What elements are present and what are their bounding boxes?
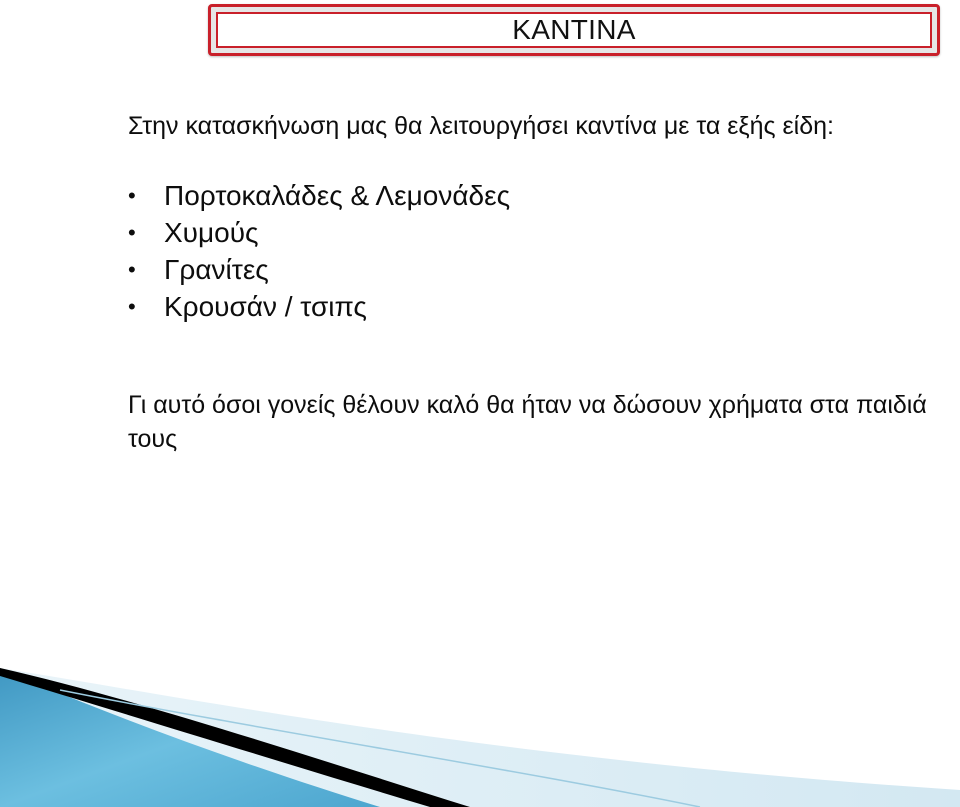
closing-text: Γι αυτό όσοι γονείς θέλουν καλό θα ήταν να δώσουν χρήματα στα παιδιά τους — [128, 391, 927, 453]
slide-title: ΚΑΝΤΙΝΑ — [216, 12, 932, 48]
list-item-label: Χυμούς — [164, 217, 259, 248]
bullet-icon: • — [128, 257, 136, 282]
list-item-label: Πορτοκαλάδες & Λεμονάδες — [164, 180, 511, 211]
list-item-label: Γρανίτες — [164, 254, 269, 285]
bullet-icon: • — [128, 220, 136, 245]
bullet-icon: • — [128, 183, 136, 208]
intro-text: Στην κατασκήνωση μας θα λειτουργήσει καντίνα με τα εξής είδη: — [128, 112, 834, 140]
list-item-label: Κρουσάν / τσιπς — [164, 291, 367, 322]
bullet-icon: • — [128, 294, 136, 319]
